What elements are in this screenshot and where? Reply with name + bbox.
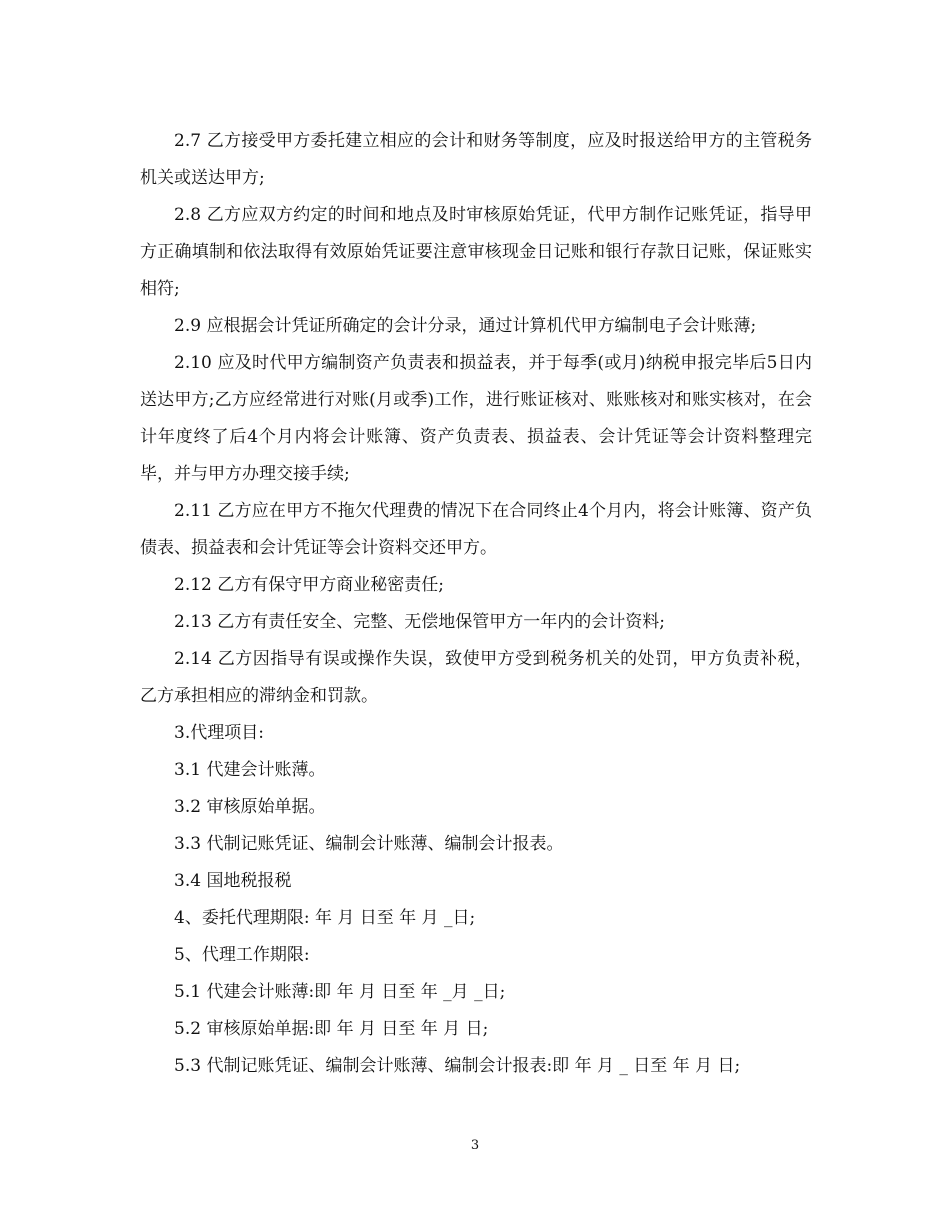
clause-2-14: 2.14 乙方因指导有误或操作失误，致使甲方受到税务机关的处罚，甲方负责补税，乙方承担相应的滞纳金和罚款。 — [140, 649, 812, 706]
clause-3-1: 3.1 代建会计账薄。 — [174, 760, 326, 780]
clause-2-13: 2.13 乙方有责任安全、完整、无偿地保管甲方一年内的会计资料; — [174, 612, 665, 632]
clause-3-2: 3.2 审核原始单据。 — [174, 797, 326, 817]
section-5-heading: 5、代理工作期限: — [174, 945, 310, 965]
clause-2-10: 2.10 应及时代甲方编制资产负责表和损益表，并于每季(或月)纳税申报完毕后5日内送达甲方;乙方应经常进行对账(月或季)工作，进行账证核对、账账核对和账实核对，在会计年度终了后4个月内将会计账簿、资产负责表、损益表、会计凭证等会计资料整理完毕，并与甲方办理交接手续; — [140, 353, 812, 484]
section-3-heading: 3.代理项目: — [174, 723, 264, 743]
section-4-agency-term: 4、委托代理期限: 年 月 日至 年 月 _日; — [174, 908, 476, 928]
page-number: 3 — [470, 1138, 480, 1153]
clause-5-1: 5.1 代建会计账薄:即 年 月 日至 年 _月 _日; — [174, 982, 506, 1002]
clause-2-12: 2.12 乙方有保守甲方商业秘密责任; — [174, 575, 444, 595]
clause-5-2: 5.2 审核原始单据:即 年 月 日至 年 月 日; — [174, 1019, 489, 1039]
clause-3-3: 3.3 代制记账凭证、编制会计账薄、编制会计报表。 — [174, 834, 564, 854]
clause-2-9: 2.9 应根据会计凭证所确定的会计分录，通过计算机代甲方编制电子会计账薄; — [174, 316, 757, 336]
clause-3-4: 3.4 国地税报税 — [174, 871, 292, 891]
clause-2-8: 2.8 乙方应双方约定的时间和地点及时审核原始凭证，代甲方制作记账凭证，指导甲方正确填制和依法取得有效原始凭证要注意审核现金日记账和银行存款日记账，保证账实相符; — [140, 205, 812, 299]
clause-2-7: 2.7 乙方接受甲方委托建立相应的会计和财务等制度，应及时报送给甲方的主管税务机关或送达甲方; — [140, 131, 812, 188]
clause-2-11: 2.11 乙方应在甲方不拖欠代理费的情况下在合同终止4个月内，将会计账簿、资产负债表、损益表和会计凭证等会计资料交还甲方。 — [140, 501, 812, 558]
clause-5-3: 5.3 代制记账凭证、编制会计账薄、编制会计报表:即 年 月 _ 日至 年 月 日; — [174, 1056, 741, 1076]
document-body — [140, 123, 812, 1085]
